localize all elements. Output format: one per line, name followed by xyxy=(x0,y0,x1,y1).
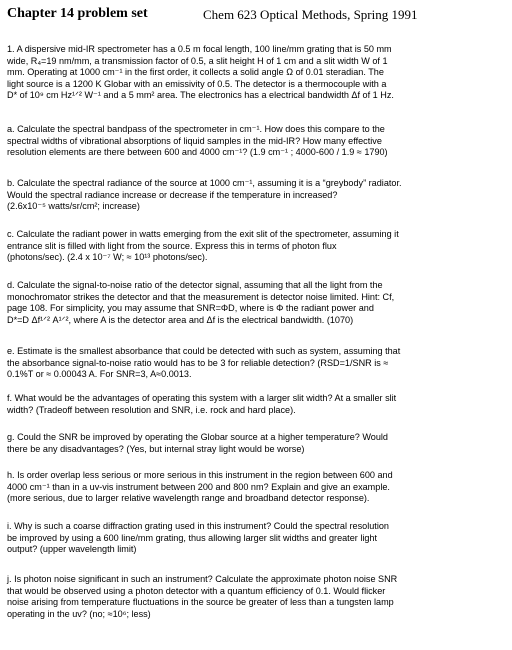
chapter-title: Chapter 14 problem set xyxy=(7,6,148,21)
problem-intro: 1. A dispersive mid-IR spectrometer has a 0.5 m focal length, 100 line/mm grating that is 50 mm wide, R₄=19 nm/mm, a transmission factor of 0.5, a slit height H of 1 cm and a slit width W of 1 mm. Operating at 1000 cm⁻¹ in the first order, it collects a solid angle Ω of 0.01 steradian. The light source is a 1200 K Globar with an emissivity of 0.5. The detector is a thermocouple with a D* of 10⁹ cm Hz¹ᐟ² W⁻¹ and a 5 mm² area. The electronics has a electrical bandwidth Δf of 1 Hz. xyxy=(7,44,394,100)
part-h: h. Is order overlap less serious or more serious in this instrument in the region between 600 and 4000 cm⁻¹ than in a uv-vis instrument between 200 and 800 nm? Explain and give an example. (more serious, due to larger relative wavelength range and broadband detector response). xyxy=(7,470,393,503)
part-f: f. What would be the advantages of operating this system with a larger slit width? At a smaller slit width? (Tradeoff between resolution and SNR, i.e. rock and hard place). xyxy=(7,393,397,415)
part-c: c. Calculate the radiant power in watts emerging from the exit slit of the spectrometer, assuming it entrance slit is filled with light from the source. Express this in terms of photon flux (photons/sec). (2.4 x 10⁻⁷ W; ≈ 10¹³ photons/sec). xyxy=(7,229,399,262)
part-g: g. Could the SNR be improved by operating the Globar source at a higher temperature? Would there be any disadvantages? (Yes, but internal stray light would be worse) xyxy=(7,432,388,454)
part-a: a. Calculate the spectral bandpass of the spectrometer in cm⁻¹. How does this compare to the spectral widths of vibrational absorptions of liquid samples in the mid-IR? How many effective resolution elements are there between 600 and 4000 cm⁻¹? (1.9 cm⁻¹ ; 4000-600 / 1.9 ≈ 1790) xyxy=(7,124,388,157)
part-e: e. Estimate is the smallest absorbance that could be detected with such as system, assuming that the absorbance signal-to-noise ratio would has to be 3 for reliable detection? (RSD=1/SNR is ≈ 0.1%T or ≈ 0.00043 A. For SNR=3, A≈0.0013. xyxy=(7,346,401,379)
page-header xyxy=(7,6,505,24)
part-b: b. Calculate the spectral radiance of the source at 1000 cm⁻¹, assuming it is a “greybody” radiator. Would the spectral radiance increase or decrease if the temperature in increased? (2.6x10⁻⁵ watts/sr/cm²; increase) xyxy=(7,178,402,211)
part-d: d. Calculate the signal-to-noise ratio of the detector signal, assuming that all the light from the monochromator strikes the detector and that the measurement is detector noise limited. Hint: Cf, page 108. For simplicity, you may assume that SNR=ΦD, where is Φ the radiant power and D*=D Δf¹ᐟ² A¹ᐟ², where A is the detector area and Δf is the electrical bandwidth. (1070) xyxy=(7,280,395,325)
part-i: i. Why is such a coarse diffraction grating used in this instrument? Could the spectral resolution be improved by using a 600 line/mm grating, thus allowing larger slit widths and greater light output? (upper wavelength limit) xyxy=(7,521,389,554)
course-title: Chem 623 Optical Methods, Spring 1991 xyxy=(203,7,418,22)
part-j: j. Is photon noise significant in such an instrument? Calculate the approximate photon noise SNR that would be observed using a photon detector with a quantum efficiency of 0.1. Would flicker noise arising from temperature fluctuations in the source be greater of less than a tungsten lamp operating in the uv? (no; ≈10⁶; less) xyxy=(7,574,398,619)
